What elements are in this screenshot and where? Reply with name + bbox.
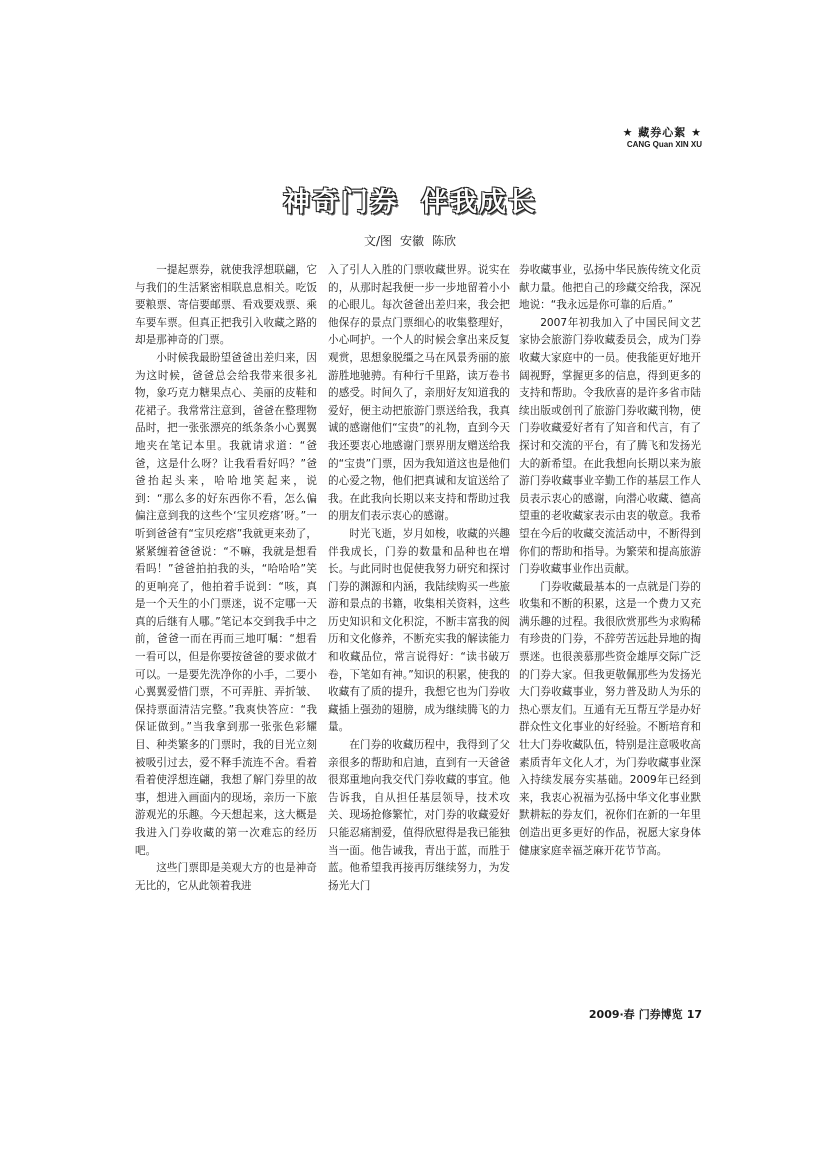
column-name-en: CANG Quan XIN XU <box>626 140 702 149</box>
text-column-3 <box>519 262 701 860</box>
byline-author: 陈欣 <box>432 234 457 248</box>
paragraph: 一提起票券，就使我浮想联翩，它与我们的生活紧密相联息息相关。吃饭要粮票、寄信要邮票、看戏要戏票、乘车要车票。但真正把我引入收藏之路的却是那神奇的门票。 <box>135 264 317 347</box>
paragraph: 时光飞逝，岁月如梭，收藏的兴趣伴我成长，门券的数量和品种也在增长。与此同时也促使我努力研究和探讨门券的渊源和内涵，我陆续购买一些旅游和景点的书籍，收集相关资料，这些历史知识和文化积淀，不断丰富我的阅历和文化修养，不断充实我的解读能力和收藏品位，常言说得好：“读书破万卷，下笔如有神。”知识的积累，使我的收藏有了质的提升，我想它也为门券收藏插上强劲的翅膀，成为继续腾飞的力量。 <box>328 527 510 734</box>
paragraph: 门券收藏最基本的一点就是门券的收集和不断的积累，这是一个费力又充满乐趣的过程。我很欣赏那些为求购稀有珍贵的门券，不辞劳苦远赴异地的掏票迷。也很羡慕那些资金雄厚交际广泛的门券大家。但我更敬佩那些为发扬光大门券收藏事业，努力普及助人为乐的热心票友们。互通有无互帮互学是办好群众性文化事业的好经验。不断培育和壮大门券收藏队伍，特别是注意吸收高素质青年文化人才，为门券收藏事业深入持续发展夯实基础。2009年已经到来，我衷心祝福为弘扬中华文化事业默默耕耘的券友们，祝你们在新的一年里创造出更多更好的作品，祝愿大家身体健康家庭幸福芝麻开花节节高。 <box>519 580 701 857</box>
column-name: ★ 藏券心絮 ★ <box>622 126 702 139</box>
title-part-2: 伴我成长 <box>421 187 537 218</box>
paragraph: 在门券的收藏历程中，我得到了父亲很多的帮助和启迪，直到有一天爸爸很郑重地向我交代门券收藏的事宜。他告诉我，自从担任基层领导，技术攻关、现场抢修繁忙，对门券的收藏爱好只能忍痛割爱，值得欣慰得是我已能独当一面。他告诫我，青出于蓝，而胜于蓝。他希望我再接再厉继续努力，为发扬光大门 <box>328 739 510 892</box>
byline-place: 安徽 <box>400 234 425 248</box>
text-column-1 <box>135 262 317 895</box>
paragraph: 2007年初我加入了中国民间文艺家协会旅游门券收藏委员会，成为门券收藏大家庭中的一员。使我能更好地开阔视野，掌握更多的信息，得到更多的支持和帮助。令我欣喜的是许多省市陆续出版或创刊了旅游门券收藏刊物，使门券收藏爱好者有了知音和代言，有了探讨和交流的平台，有了腾飞和发扬光大的新希望。在此我想向长期以来为旅游门券收藏事业辛勤工作的基层工作人员表示衷心的感谢，向潜心收藏、德高望重的老收藏家表示由衷的敬意。我希望在今后的收藏交流活动中，不断得到你们的帮助和指导。为繁荣和提高旅游门券收藏事业作出贡献。 <box>519 316 701 576</box>
magazine-name: 门券博览 <box>638 1008 683 1021</box>
byline <box>200 232 620 249</box>
paragraph: 小时候我最盼望爸爸出差归来，因为这时候，爸爸总会给我带来很多礼物，象巧克力糖果点心、美丽的皮鞋和花裙子。我常常注意到，爸爸在整理物品时，把一张张漂亮的纸条条小心翼翼地夹在笔记本里。我就请求道：“爸爸，这是什么呀？让我看看好吗？”爸爸抬起头来，哈哈地笑起来，说到：“那么多的好东西你不看，怎么偏偏注意到我的这些个‘宝贝疙瘩’呀。”一听到爸爸有“宝贝疙瘩”我就更来劲了，紧紧缠着爸爸说：“不嘛，我就是想看看吗！”爸爸拍拍我的头，“哈哈哈”笑的更响亮了，他拍着手说到：“咳，真是一个天生的小门票迷，说不定哪一天真的后继有人哪。”笔记本交到我手中之前，爸爸一而在再而三地叮嘱：“想看一看可以，但是你要按爸爸的要求做才可以。一是要先洗净你的小手，二要小心翼翼爱惜门票，不可弄脏、弄折皱、保持票面清洁完整。”我爽快答应：“我保证做到。”当我拿到那一张张色彩耀目、种类繁多的门票时，我的目光立刻被吸引过去，爱不释手流连不舍。看着看着使浮想连翩，我想了解门券里的故事，想进入画面内的现场，亲历一下旅游观光的乐趣。今天想起来，这大概是我进入门券收藏的第一次难忘的经历吧。 <box>135 351 317 857</box>
paragraph: 这些门票即是美观大方的也是神奇无比的，它从此领着我进 <box>135 862 317 892</box>
issue-label: 2009·春 <box>588 1008 635 1021</box>
page-footer <box>540 1006 702 1022</box>
paragraph: 入了引人入胜的门票收藏世界。说实在的，从那时起我便一步一步地留着小小的心眼儿。每次爸爸出差归来，我会把他保存的景点门票细心的收集整理好，小心呵护。一个人的时候会拿出来反复观赏，思想象脱缰之马在风景秀丽的旅游胜地驰骋。有种行千里路，读万卷书的感受。时间久了，亲朋好友知道我的爱好，便主动把旅游门票送给我，我真诚的感谢他们“宝贵”的礼物，直到今天我还要衷心地感谢门票界朋友赠送给我的“宝贵”门票，因为我知道这也是他们的心爱之物，他们把真诚和友谊送给了我。在此我向长期以来支持和帮助过我的朋友们表示衷心的感谢。 <box>328 264 510 523</box>
paragraph: 券收藏事业，弘扬中华民族传统文化贡献力量。他把自己的珍藏交给我，深况地说：“我永远是你可靠的后盾。” <box>519 264 701 312</box>
page-number: 17 <box>686 1008 702 1021</box>
column-header <box>590 124 702 149</box>
byline-label: 文/图 <box>363 234 392 248</box>
article-title <box>200 180 620 219</box>
text-column-2 <box>328 262 510 895</box>
title-part-1: 神奇门券 <box>283 187 399 218</box>
